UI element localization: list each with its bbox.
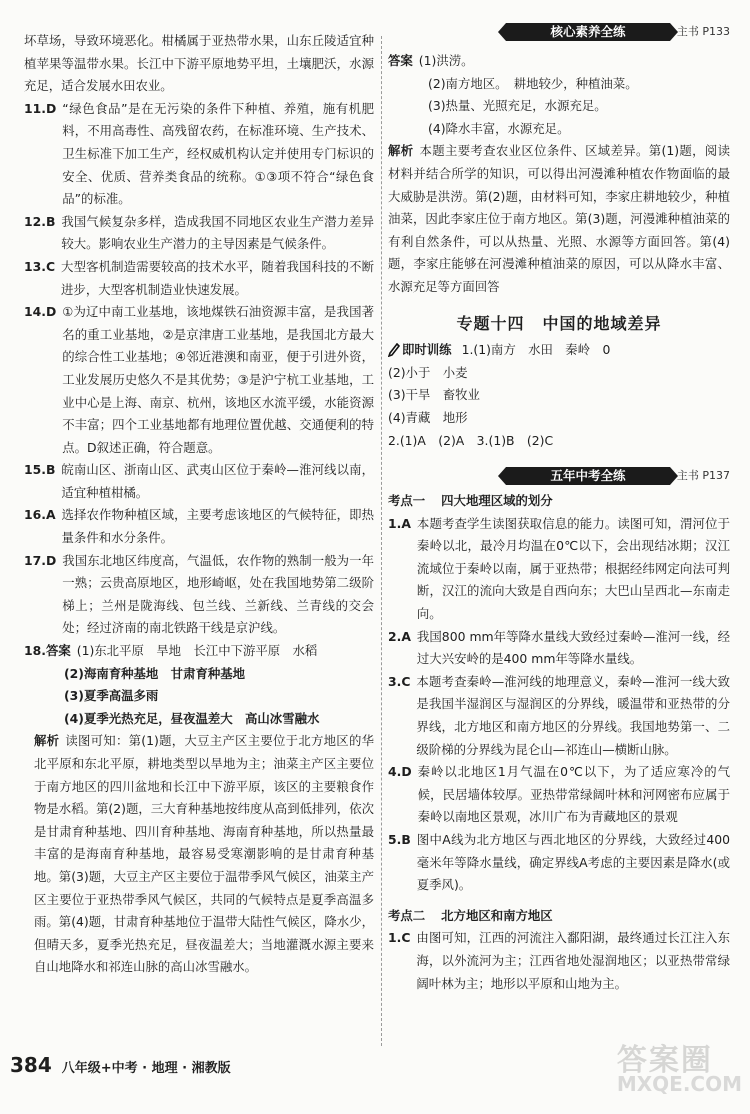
answer-item-14 <box>24 301 374 459</box>
answer-line <box>388 50 730 73</box>
answer-item-18 <box>24 640 374 663</box>
page-reference: 主书 P137 <box>676 468 730 482</box>
left-column <box>24 30 374 979</box>
drill-line <box>388 339 730 362</box>
answer-number: 18.答案 <box>24 643 71 659</box>
drill-label: 即时训练 <box>402 342 452 358</box>
drill-answer: (4)青藏 地形 <box>388 409 468 425</box>
answer-item <box>388 927 730 995</box>
answer-text: (1)东北平原 旱地 长江中下游平原 水稻 <box>76 643 318 659</box>
answer-text: 本题考查学生读图获取信息的能力。读图可知，渭河位于秦岭以北，最冷月均温在0℃以下，会出现结冰期；汉江流域位于秦岭以南，属于亚热带；根据经纬网定向法可判断，汉江的流向大致是自西向东；大巴山呈西北—东南走向。 <box>416 515 730 622</box>
page-number: 384 <box>10 1053 52 1077</box>
answer-text: 我国东北地区纬度高，气温低，农作物的熟制一般为一年一熟；云贵高原地区，地形崎岖，处在我国地势第二级阶梯上；兰州是陇海线、包兰线、兰新线、兰青线的交会处；经过济南的南北铁路干线是京沪线。 <box>62 552 374 636</box>
answer-item-12 <box>24 211 374 256</box>
drill-tag <box>388 339 452 362</box>
answer-number: 13.C <box>24 258 56 274</box>
answer-number: 16.A <box>24 507 56 523</box>
answer-item <box>388 829 730 897</box>
section-title: 四大地理区域的划分 <box>441 493 553 509</box>
section-heading <box>388 490 730 513</box>
answer-item-13 <box>24 256 374 301</box>
answer-number: 17.D <box>24 552 57 568</box>
explanation-paragraph <box>24 730 374 979</box>
answer-line: (3)夏季高温多雨 <box>64 688 159 704</box>
drill-answer: (3)干旱 畜牧业 <box>388 387 480 403</box>
column-divider <box>381 36 382 1046</box>
answer-item <box>388 513 730 626</box>
topic-number: 专题十四 <box>456 313 525 333</box>
answer-item-17 <box>24 550 374 640</box>
drill-answer: (2)小于 小麦 <box>388 364 468 380</box>
answer-number: 1.C <box>388 930 411 946</box>
section-banner: 核心素养全练 <box>506 23 670 41</box>
answer-text: 由图可知，江西的河流注入鄱阳湖，最终通过长江注入东海，以外流河为主；江西省地处湿润地区；以亚热带常绿阔叶林为主；地形以平原和山地为主。 <box>416 930 730 991</box>
answer-text: ①为辽中南工业基地，该地煤铁石油资源丰富，是我国著名的重工业基地，②是京津唐工业基地，是我国北方最大的综合性工业基地；④邻近港澳和南亚，便于引进外资，工业发展历史悠久不是其优势；③是沪宁杭工业基地，工业中心是上海、南京、杭州，该地区水流平缓，水能资源不丰富；四个工业基地都有地理位置优越、交通便利的特点。D叙述正确，符合题意。 <box>62 304 374 455</box>
answer-number: 12.B <box>24 213 56 229</box>
drill-answer: 1.(1)南方 水田 秦岭 0 <box>461 342 611 358</box>
answer-number: 5.B <box>388 832 411 847</box>
drill-answer: 2.(1)A (2)A 3.(1)B (2)C <box>388 432 554 448</box>
answer-number: 14.D <box>24 304 57 320</box>
watermark-logo <box>616 1043 742 1096</box>
answer-item <box>388 671 730 761</box>
answer-number: 15.B <box>24 462 56 478</box>
answer-number: 11.D <box>24 100 57 116</box>
watermark-url: MXQE.COM <box>616 1071 742 1096</box>
topic-heading <box>388 313 730 336</box>
answer-text: 我国800 mm年等降水量线大致经过秦岭—淮河一线，经过大兴安岭的是400 mm年等降水量线。 <box>416 628 730 667</box>
explanation-label: 解析 <box>34 733 60 749</box>
answer-number: 3.C <box>388 673 411 689</box>
watermark-text: 答案圈 <box>616 1043 713 1078</box>
answer-item-11 <box>24 98 374 211</box>
explanation-text: 本题主要考查农业区位条件、区域差异。第(1)题，阅读材料并结合所学的知识，可以得出河漫滩种植农作物面临的最大威胁是洪涝。第(2)题，由材料可知，李家庄耕地较少，种植油菜，因此李家庄位于南方地区。第(3)题，河漫滩种植油菜的有利自然条件，可以从热量、光照、水源等方面回答。第(4)题，李家庄能够在河漫滩种植油菜的原因，可以从降水丰富、水源充足等方面回答 <box>388 143 730 294</box>
section-number: 考点二 <box>388 907 426 923</box>
answer-number: 4.D <box>388 764 412 780</box>
explanation-text: 读图可知：第(1)题，大豆主产区主要位于北方地区的华北平原和东北平原，耕地类型以旱地为主；油菜主产区主要位于南方地区的四川盆地和长江中下游平原，该区的主要粮食作物是水稻。第(2)题，三大育种基地按纬度从高到低排列，依次是甘肃育种基地、四川育种基地、海南育种基地，所以热量最丰富的是海南育种基地，最容易受寒潮影响的是甘肃育种基地。第(3)题，大豆主产区主要位于温带季风气候区，油菜主产区主要位于亚热带季风气候区，共同的气候特点是夏季高温多雨。第(4)题，甘肃育种基地位于温带大陆性气候区，降水少，但晴天多，夏季光热充足，昼夜温差大；当地灌溉水源主要来自山地降水和祁连山脉的高山冰雪融水。 <box>34 733 375 975</box>
answer-label: 答案 <box>388 53 413 68</box>
answer-text: (1)洪涝。 <box>418 53 474 68</box>
page-footer <box>10 1054 231 1081</box>
answer-line: (3)热量、光照充足，水源充足。 <box>428 98 607 114</box>
answer-item-16 <box>24 504 374 549</box>
pencil-icon <box>388 343 400 357</box>
explanation-paragraph <box>388 140 730 298</box>
section-banner-row <box>388 20 730 44</box>
right-column <box>388 18 730 995</box>
answer-text: 选择农作物种植区域，主要考虑该地区的气候特征，即热量条件和水分条件。 <box>61 507 374 546</box>
answer-text: “绿色食品”是在无污染的条件下种植、养殖，施有机肥料，不用高毒性、高残留农药，在标准环境、生产技术、卫生标准下加工生产，经权威机构认定并使用专门标识的安全、优质、营养类食品的统称。①③项不符合“绿色食品”的标准。 <box>62 100 374 207</box>
answer-text: 皖南山区、浙南山区、武夷山区位于秦岭—淮河线以南，适宜种植柑橘。 <box>61 462 374 500</box>
page-reference: 主书 P133 <box>676 24 730 38</box>
answer-line: (4)夏季光热充足，昼夜温差大 高山冰雪融水 <box>64 710 320 726</box>
answer-item-15 <box>24 459 374 504</box>
answer-text: 本题考查秦岭—淮河线的地理意义，秦岭—淮河一线大致是我国半湿润区与湿润区的分界线，暖温带和亚热带的分界线，北方地区和南方地区的分界线。我国地势第一、二级阶梯的分界线为昆仑山—祁连山—横断山脉。 <box>416 673 730 757</box>
explanation-label: 解析 <box>388 143 414 159</box>
answer-text: 图中A线为北方地区与西北地区的分界线，大致经过400毫米年等降水量线，确定界线A考虑的主要因素是降水(或夏季风)。 <box>416 832 730 893</box>
answer-text: 大型客机制造需要较高的技术水平，随着我国科技的不断进步，大型客机制造业快速发展。 <box>61 258 374 297</box>
section-title: 北方地区和南方地区 <box>441 907 553 923</box>
section-banner: 五年中考全练 <box>506 467 670 485</box>
answer-number: 1.A <box>388 515 411 531</box>
answer-text: 秦岭以北地区1月气温在0℃以下，为了适应寒冷的气候，民居墙体较厚。亚热带常绿阔叶林和河网密布应属于秦岭以南地区景观，冰川广布为青藏地区的景观 <box>417 764 730 825</box>
answer-text: 我国气候复杂多样，造成我国不同地区农业生产潜力差异较大。影响农业生产潜力的主导因素是气候条件。 <box>61 213 374 252</box>
answer-item <box>388 626 730 671</box>
answer-number: 2.A <box>388 628 411 644</box>
section-banner-row <box>388 464 730 488</box>
intro-paragraph: 坏草场，导致环境恶化。柑橘属于亚热带水果，山东丘陵适宜种植苹果等温带水果。长江中下游平原地势平坦，土壤肥沃，水源充足，适合发展水田农业。 <box>24 33 374 94</box>
answer-item <box>388 761 730 829</box>
section-number: 考点一 <box>388 493 426 509</box>
book-title: 八年级+中考 · 地理 · 湘教版 <box>61 1061 231 1076</box>
answer-line: (2)海南育种基地 甘肃育种基地 <box>64 665 246 681</box>
topic-title: 中国的地域差异 <box>542 313 662 333</box>
section-heading <box>388 905 730 928</box>
answer-line: (4)降水丰富，水源充足。 <box>428 120 570 136</box>
answer-line: (2)南方地区。 耕地较少，种植油菜。 <box>428 75 638 91</box>
